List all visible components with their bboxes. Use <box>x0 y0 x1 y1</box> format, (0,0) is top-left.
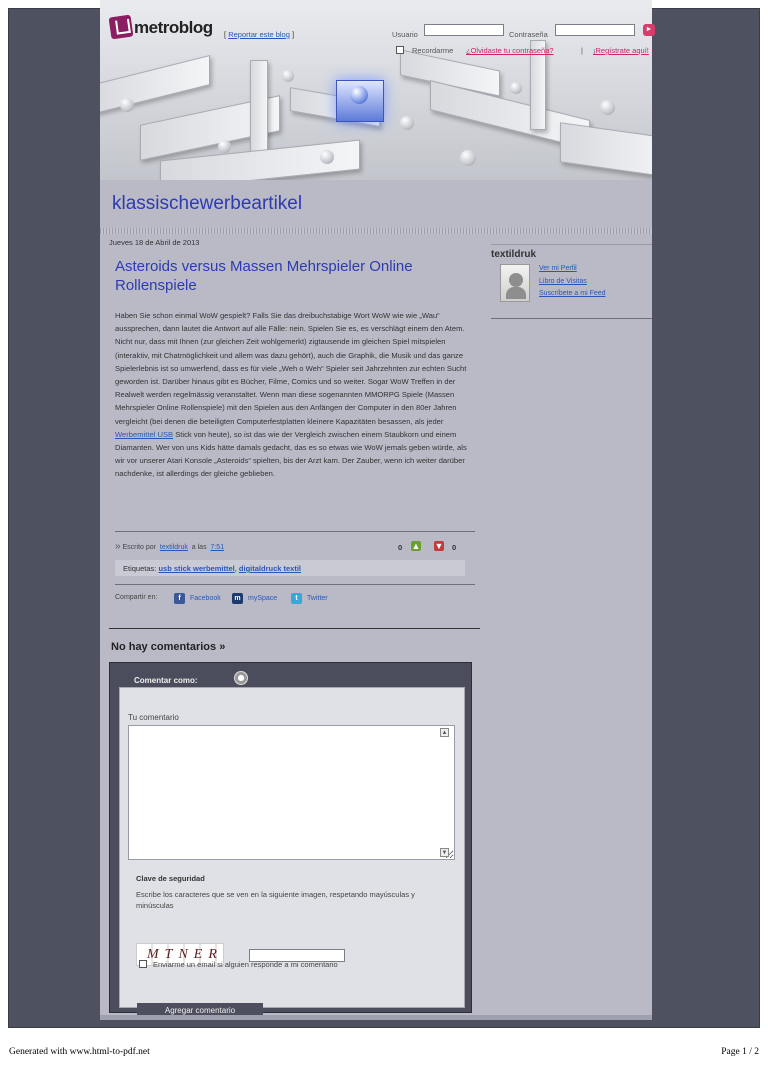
arrow-right-icon: ► <box>645 26 653 33</box>
share-row: Compartir en: <box>115 594 158 601</box>
author-link[interactable]: textildruk <box>159 544 188 551</box>
comment-form <box>109 662 472 1013</box>
comment-label: Tu comentario <box>128 713 179 722</box>
footer-generator: Generated with www.html-to-pdf.net <box>9 1047 150 1057</box>
section-divider <box>109 628 480 629</box>
submit-comment-button[interactable]: Agregar comentario <box>137 1003 263 1019</box>
dislike-count: 0 <box>452 543 457 552</box>
comment-form-inner <box>119 687 465 1015</box>
login-separator: | <box>581 46 583 55</box>
notify-checkbox[interactable] <box>139 960 147 968</box>
avatar[interactable] <box>500 264 530 302</box>
security-title: Clave de seguridad <box>136 874 205 883</box>
post-divider <box>115 531 475 532</box>
comment-textarea[interactable] <box>128 725 455 860</box>
thumbs-down-icon[interactable]: ▼ <box>434 541 444 551</box>
werbemittel-usb-link[interactable]: Werbemittel USB <box>115 429 174 439</box>
username-label: Usuario <box>392 30 418 39</box>
report-blog: [ Reportar este blog ] <box>224 30 295 39</box>
identity-selector-icon[interactable] <box>234 671 248 685</box>
share-facebook-link[interactable]: Facebook <box>190 595 221 602</box>
post-meta: » Escrito por textildruk a las 7:51 <box>115 541 225 552</box>
logo-text: metroblog <box>134 18 213 37</box>
like-count: 0 <box>398 543 403 552</box>
post-title[interactable]: Asteroids versus Massen Mehrspieler Online Rollenspiele <box>115 258 413 294</box>
tags-bar: Etiquetas: usb stick werbemittel, digitaldruck textil <box>115 560 465 576</box>
remember-checkbox[interactable] <box>396 46 404 54</box>
content-bottom-strip <box>100 1015 652 1020</box>
post-body: Haben Sie schon einmal WoW gespielt? Falls Sie das dreibuchstabige Wort WoW wie wie „Wau“ aussprechen, dann lautet die Antwort auf alle Fälle: nein. Spielen Sie es, es verschlägt einem den Atem. Nicht nur, dass mit Ihnen (zur gleichen Zeit wohlgemerkt) zigtausende im gleichen Spiel mitspielen (interaktiv, mit Chatmöglichkeit und allem was dazu gehört), auch die Graphik, die Musik und das ganze Spielerlebnis ist so umwerfend, dass es für viele „Weh o Weh“ Spieler seit Jahrzehnten zur echten Sucht geworden ist. Darüber hinaus gibt es Bücher, Filme, Comics und so weiter. Sogar WoW Treffen in der Realwelt werden regelmässig veranstaltet. Wenn man diese sogenannten MMORPG Spiele (Massen Mehrspieler Online Rollenspiele) mit den Spielen aus den Anfängen der Computer in den 80er Jahren vergleicht (bei denen die beteiligten Computerfestplatten kleinere Kapazitäten besassen, als jeder Werbemittel USB Stick von heute), so ist das wie der Vergleich zwischen einem Staubkorn und einem Diamanten. Wer von uns Kids hätte damals gedacht, das es so etwas wie WoW jemals geben würde, als wir vor unserer Atari Konsole „Asteroids“ spielten, bis der Arzt kam. Der Zauber, wenn ich weiter darüber nachdenke, ist allerdings der gleiche geblieben. <box>115 311 467 479</box>
tags-divider <box>115 584 475 585</box>
share-myspace-link[interactable]: mySpace <box>248 595 278 602</box>
comment-as-label: Comentar como: <box>134 676 198 685</box>
forgot-password-link[interactable]: ¿Olvidaste tu contraseña? <box>466 46 554 55</box>
report-blog-link[interactable]: Reportar este blog <box>228 30 290 39</box>
sidebar-divider <box>491 318 652 319</box>
tag-link[interactable]: digitaldruck textil <box>238 564 302 573</box>
subscribe-feed-link[interactable]: Suscríbete a mi Feed <box>539 290 606 297</box>
view-profile-link[interactable]: Ver mi Perfil <box>539 265 577 272</box>
tag-link[interactable]: usb stick werbemittel <box>158 564 235 573</box>
time-link[interactable]: 7:51 <box>210 544 225 551</box>
facebook-icon[interactable]: f <box>174 593 185 604</box>
twitter-icon[interactable]: t <box>291 593 302 604</box>
security-help: Escribe los caracteres que se ven en la siguiente imagen, respetando mayúsculas y minúsculas <box>136 890 415 910</box>
scroll-up-icon[interactable]: ▲ <box>441 730 448 736</box>
remember-label: Recordarme <box>412 46 454 55</box>
footer-page-number: Page 1 / 2 <box>721 1047 759 1057</box>
title-divider <box>100 228 652 234</box>
guestbook-link[interactable]: Libro de Visitas <box>539 278 587 285</box>
logo-icon <box>109 15 134 40</box>
password-label: Contraseña <box>509 30 548 39</box>
metroblog-logo[interactable] <box>110 16 213 38</box>
username-input[interactable] <box>424 24 504 36</box>
register-link[interactable]: ¡Regístrate aquí! <box>593 46 649 55</box>
share-twitter-link[interactable]: Twitter <box>307 595 328 602</box>
sidebar-username[interactable]: textildruk <box>491 249 537 260</box>
captcha-image: MTNER <box>136 943 224 966</box>
notify-label: Enviarme un email si alguien responde a mi comentario <box>153 960 338 969</box>
myspace-icon[interactable]: m <box>232 593 243 604</box>
login-button[interactable] <box>643 24 655 36</box>
blog-title[interactable]: klassischewerbeartikel <box>112 193 303 214</box>
sidebar-top-divider <box>491 244 652 245</box>
comments-heading[interactable]: No hay comentarios » <box>111 641 226 653</box>
post-date: Jueves 18 de Abril de 2013 <box>109 238 200 247</box>
scroll-down-icon[interactable]: ▼ <box>441 850 448 856</box>
password-input[interactable] <box>555 24 635 36</box>
thumbs-up-icon[interactable]: ▲ <box>411 541 421 551</box>
